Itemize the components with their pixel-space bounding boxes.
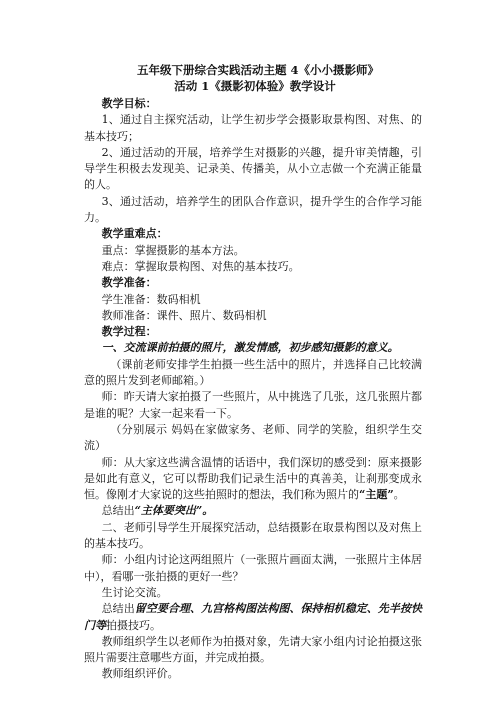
key-point-item: 重点：掌握摄影的基本方法。 bbox=[101, 243, 245, 257]
document-page bbox=[84, 62, 422, 683]
goal-item: 1、通过自主探究活动，让学生初步学会摄影取景构图、对焦、的基本技巧； bbox=[84, 113, 422, 143]
paragraph bbox=[84, 455, 422, 504]
paragraph-text: 。 bbox=[393, 488, 405, 502]
paragraph: 教师组织学生以老师作为拍摄对象，先请大家小组内讨论拍摄这张照片需要注意哪些方面，并完成拍摄。 bbox=[84, 634, 422, 665]
highlight-subject: “主体要突出”。 bbox=[134, 504, 214, 518]
paragraph: （分别展示 妈妈在家做家务、老师、同学的笑脸，组织学生交流） bbox=[84, 422, 422, 453]
goals-heading: 教学目标： bbox=[101, 97, 157, 110]
paragraph-text: 师：从大家这些满含温情的话语中，我们深切的感受到：原来摄影是如此有意义，它可以帮助我们记录生活中的真善美，让刹那变成永恒。像刚才大家说的这些拍照时的想法，我们称为照片的 bbox=[84, 455, 422, 502]
paragraph: 教师组织评价。 bbox=[101, 667, 179, 681]
paragraph-text: 拍摄技巧。 bbox=[106, 618, 161, 632]
paragraph: 生讨论交流。 bbox=[101, 585, 168, 599]
goal-item: 3、通过活动，培养学生的团队合作意识，提升学生的合作学习能力。 bbox=[84, 194, 422, 225]
paragraph-text: 总结出 bbox=[101, 504, 135, 518]
section-one-heading: 一、交流课前拍摄的照片，激发情感，初步感知摄影的意义。 bbox=[101, 341, 399, 355]
highlight-techniques: 留空要合理、九宫格构图法构图、保持相机稳定、先半按快门等 bbox=[84, 602, 423, 632]
preparation-item: 教师准备：课件、照片、数码相机 bbox=[101, 308, 267, 322]
paragraph: （课前老师安排学生拍摄一些生活中的照片，并选择自己比较满意的照片发到老师邮箱。） bbox=[84, 357, 422, 388]
preparation-item: 学生准备：数码相机 bbox=[101, 292, 201, 306]
document-subtitle: 活动 1《摄影初体验》教学设计 bbox=[174, 79, 336, 93]
paragraph: 师：小组内讨论这两组照片（一张照片画面太满，一张照片主体居中），看哪一张拍摄的更好一些？ bbox=[84, 553, 422, 583]
paragraph-text: 总结出 bbox=[101, 602, 135, 616]
key-points-heading: 教学重难点： bbox=[101, 227, 168, 241]
paragraph: 师：昨天请大家拍摄了一些照片，从中挑选了几张，这几张照片都是谁的呢？大家一起来看一下。 bbox=[84, 390, 422, 420]
key-point-item: 难点：掌握取景构图、对焦的基本技巧。 bbox=[101, 259, 300, 273]
document-title: 五年级下册综合实践活动主题 4《小小摄影师》 bbox=[136, 63, 379, 77]
paragraph bbox=[84, 601, 422, 634]
preparation-heading: 教学准备： bbox=[101, 276, 157, 290]
process-heading: 教学过程： bbox=[101, 325, 157, 339]
paragraph bbox=[84, 503, 422, 519]
highlight-theme: “主题” bbox=[359, 488, 394, 502]
section-two-heading: 二、老师引导学生开展探究活动，总结摄影在取景构图以及对焦上的基本技巧。 bbox=[84, 520, 422, 551]
goal-item: 2、通过活动的开展，培养学生对摄影的兴趣，提升审美情趣，引导学生积极去发现美、记录美、传播美，从小立志做一个充满正能量的人。 bbox=[84, 145, 422, 192]
